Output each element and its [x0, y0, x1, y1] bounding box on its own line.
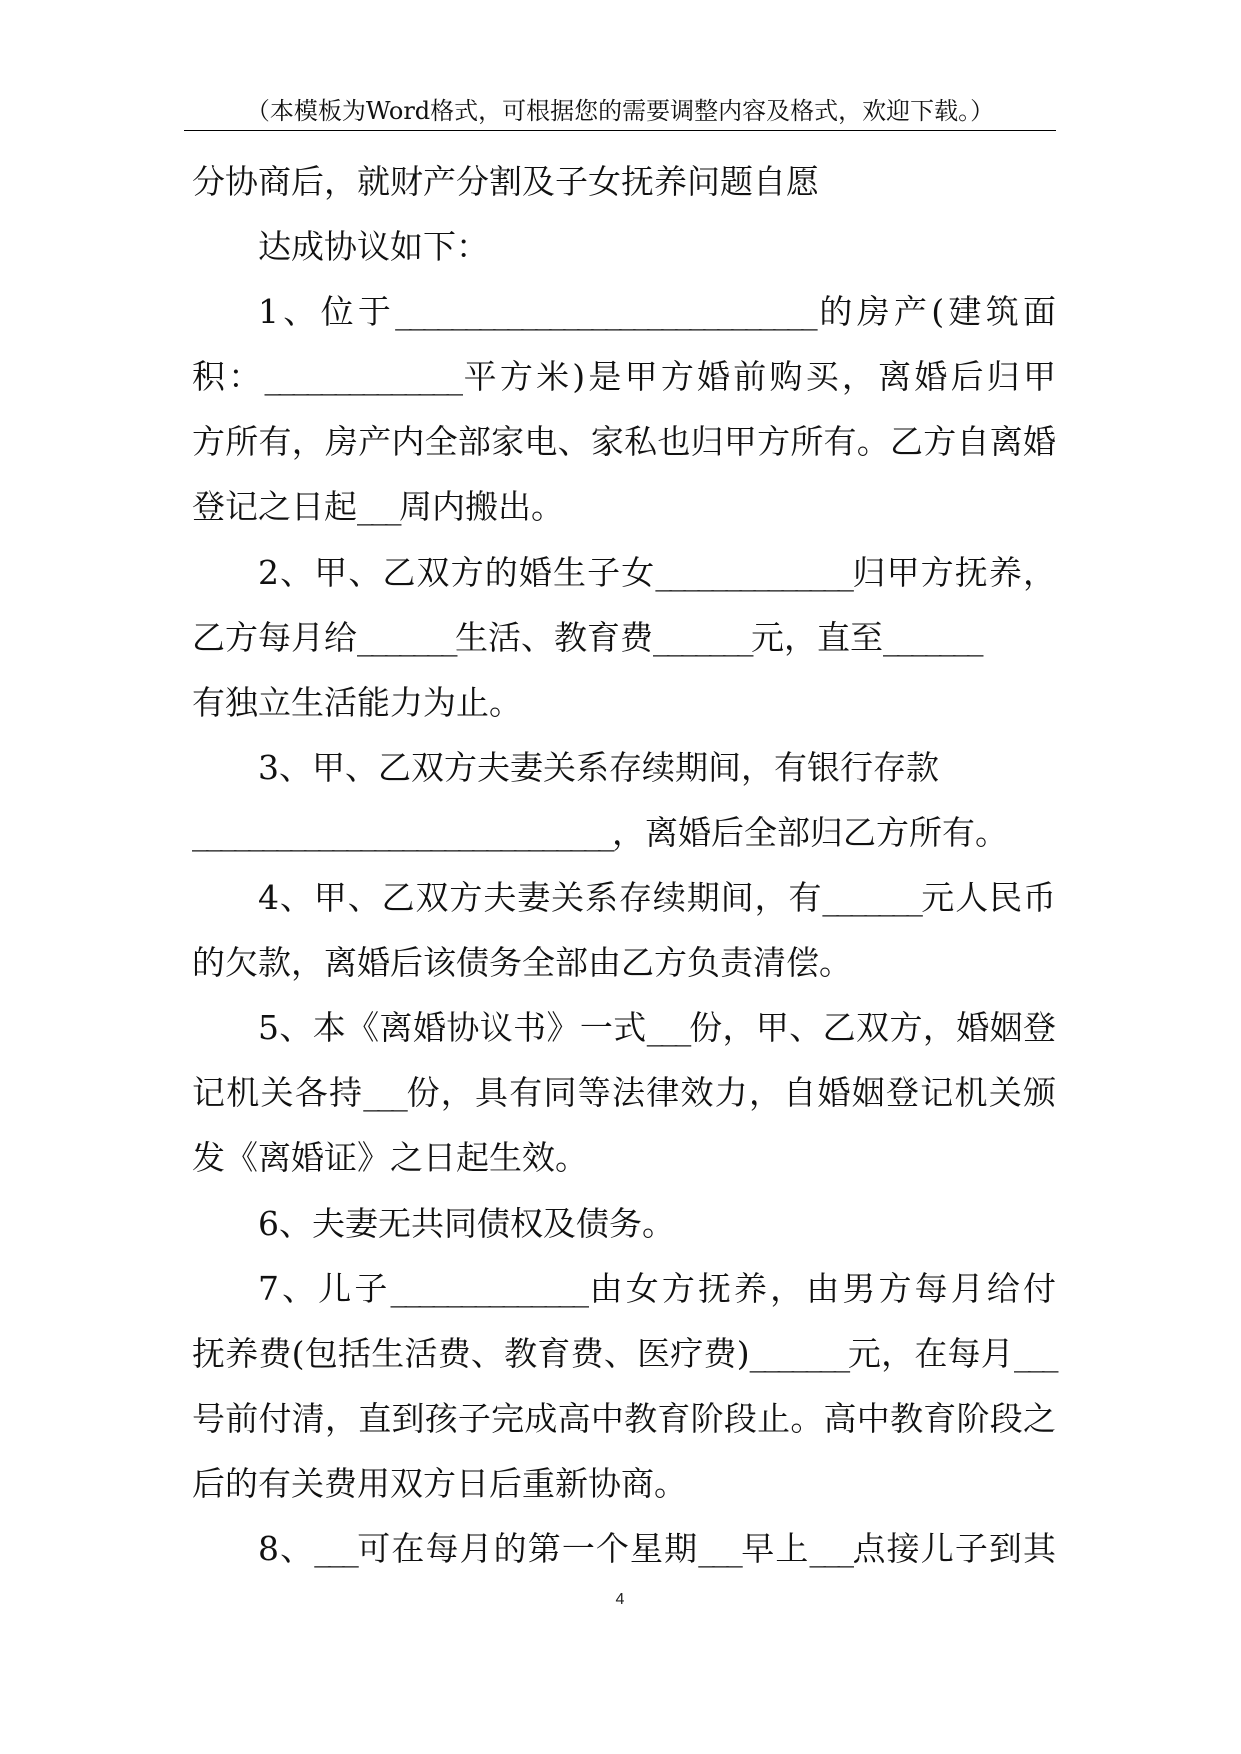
fill-in-blank: _______ — [883, 617, 981, 657]
fill-in-blank: ______________________________ — [395, 292, 816, 332]
body-line: 发《离婚证》之日起生效。 — [192, 1138, 588, 1178]
fill-in-blank: ______________ — [390, 1268, 587, 1308]
fill-in-blank: ______________ — [264, 357, 461, 397]
fill-in-blank: _______ — [653, 617, 751, 657]
body-line: 抚养费(包括生活费、教育费、医疗费)_______元，在每月___ — [192, 1333, 1057, 1373]
clause-2-line: 2、甲、乙双方的婚生子女______________归甲方抚养， — [258, 552, 1057, 592]
body-line: 积：______________平方米)是甲方婚前购买，离婚后归甲 — [192, 357, 1057, 397]
fill-in-blank: _______ — [822, 878, 921, 918]
body-line: 方所有，房产内全部家电、家私也归甲方所有。乙方自离婚 — [192, 422, 1056, 462]
clause-6-line: 6、夫妻无共同债权及债务。 — [258, 1203, 675, 1243]
fill-in-blank: ______________ — [655, 552, 852, 592]
clause-5-line: 5、本《离婚协议书》一式___份，甲、乙双方，婚姻登 — [258, 1008, 1057, 1048]
fill-in-blank: ___ — [646, 1008, 689, 1048]
body-line: ______________________________，离婚后全部归乙方所有。 — [192, 812, 1008, 852]
fill-in-blank: ___ — [314, 1528, 357, 1568]
clause-3-line: 3、甲、乙双方夫妻关系存续期间，有银行存款 — [258, 747, 939, 787]
fill-in-blank: ___ — [363, 1073, 406, 1113]
template-note-header: （本模板为Word格式，可根据您的需要调整内容及格式，欢迎下载。） — [184, 96, 1056, 131]
fill-in-blank: ___ — [809, 1528, 852, 1568]
body-line: 乙方每月给_______生活、教育费_______元，直至_______ — [192, 617, 981, 657]
fill-in-blank: _______ — [749, 1333, 848, 1373]
fill-in-blank: _______ — [357, 617, 455, 657]
fill-in-blank: ______________________________ — [192, 812, 612, 852]
page-number: 4 — [615, 1591, 625, 1608]
clause-8-line: 8、___可在每月的第一个星期___早上___点接儿子到其 — [258, 1528, 1057, 1568]
document-body — [192, 149, 1056, 1581]
body-line: 达成协议如下： — [258, 227, 489, 267]
clause-1-line: 1、位于______________________________的房产(建筑面 — [258, 292, 1057, 332]
body-line: 记机关各持___份，具有同等法律效力，自婚姻登记机关颁 — [192, 1073, 1056, 1113]
fill-in-blank: ___ — [357, 487, 399, 527]
clause-7-line: 7、儿子______________由女方抚养，由男方每月给付 — [258, 1268, 1056, 1308]
body-line: 号前付清，直到孩子完成高中教育阶段止。高中教育阶段之 — [192, 1398, 1056, 1438]
clause-4-line: 4、甲、乙双方夫妻关系存续期间，有_______元人民币 — [258, 878, 1057, 918]
body-line: 的欠款，离婚后该债务全部由乙方负责清偿。 — [192, 943, 852, 983]
fill-in-blank: ___ — [1014, 1333, 1057, 1373]
fill-in-blank: ___ — [698, 1528, 741, 1568]
body-line: 登记之日起___周内搬出。 — [192, 487, 564, 527]
body-line: 后的有关费用双方日后重新协商。 — [192, 1463, 687, 1503]
body-line: 分协商后，就财产分割及子女抚养问题自愿 — [192, 162, 819, 201]
body-line: 有独立生活能力为止。 — [192, 682, 522, 722]
